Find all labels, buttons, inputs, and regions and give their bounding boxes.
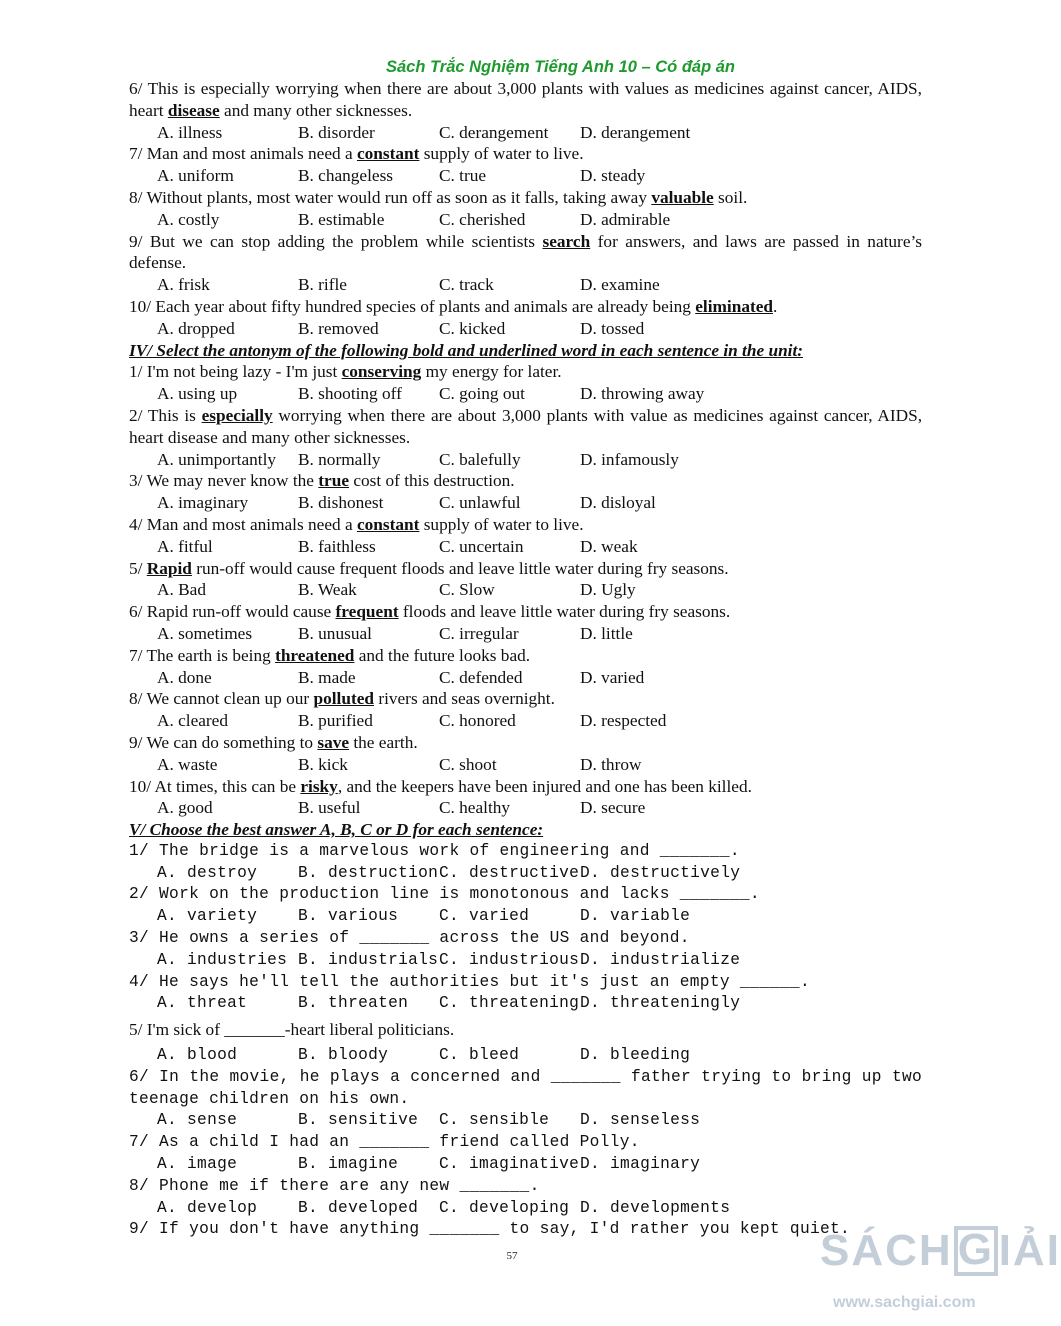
answer-option: B. kick bbox=[298, 754, 348, 774]
keyword: save bbox=[317, 732, 350, 752]
watermark-logo: SÁCH G IẢI bbox=[820, 1225, 1061, 1275]
answer-option: A. costly bbox=[157, 209, 220, 229]
answer-option: D. senseless bbox=[580, 1111, 701, 1130]
answer-option: B. changeless bbox=[298, 166, 394, 186]
answer-option: C. developing bbox=[439, 1198, 570, 1217]
answer-option: C. Slow bbox=[439, 580, 495, 600]
answer-option: A. image bbox=[157, 1155, 238, 1174]
answer-option: A. cleared bbox=[157, 711, 228, 731]
answer-option: C. uncertain bbox=[439, 536, 524, 556]
answer-option: A. Bad bbox=[157, 580, 206, 600]
answer-option: A. done bbox=[157, 667, 212, 687]
question-text-pre: 8/ Without plants, most water would run off as soon as it falls, taking away bbox=[129, 187, 652, 207]
answer-options bbox=[129, 318, 922, 340]
answer-option: A. sense bbox=[157, 1111, 238, 1130]
answer-option: D. admirable bbox=[580, 209, 671, 229]
answer-option: A. variety bbox=[157, 907, 258, 926]
answer-option: A. dropped bbox=[157, 318, 235, 338]
question-item bbox=[129, 361, 922, 405]
answer-option: D. steady bbox=[580, 166, 646, 186]
question-item bbox=[129, 972, 922, 1016]
question-text bbox=[129, 732, 922, 754]
answer-option: B. sensitive bbox=[298, 1111, 419, 1130]
question-text-pre: 6/ Rapid run-off would cause bbox=[129, 602, 336, 622]
answer-option: B. made bbox=[298, 667, 356, 687]
answer-option: C. imaginative bbox=[439, 1155, 580, 1174]
keyword: search bbox=[542, 231, 591, 251]
question-item bbox=[129, 1176, 922, 1220]
question-text bbox=[129, 470, 922, 492]
question-text-post: the earth. bbox=[349, 732, 418, 752]
answer-option: A. sometimes bbox=[157, 623, 253, 643]
question-text-pre: 2/ This is bbox=[129, 405, 202, 425]
answer-option: A. fitful bbox=[157, 536, 213, 556]
question-text bbox=[129, 78, 922, 122]
question-item bbox=[129, 841, 922, 885]
answer-option: D. destructively bbox=[580, 863, 741, 882]
answer-option: B. shooting off bbox=[298, 384, 402, 404]
answer-option: D. respected bbox=[580, 711, 667, 731]
answer-option: B. unusual bbox=[298, 623, 372, 643]
question-item bbox=[129, 470, 922, 514]
answer-option: C. shoot bbox=[439, 754, 497, 774]
answer-option: D. Ugly bbox=[580, 580, 636, 600]
answer-option: B. destruction bbox=[298, 863, 439, 882]
question-text bbox=[129, 776, 922, 798]
question-text bbox=[129, 361, 922, 383]
question-item bbox=[129, 645, 922, 689]
question-text bbox=[129, 143, 922, 165]
question-item bbox=[129, 884, 922, 928]
page-header-title: Sách Trắc Nghiệm Tiếng Anh 10 – Có đáp án bbox=[385, 58, 736, 76]
answer-option: A. develop bbox=[157, 1198, 258, 1217]
answer-options bbox=[129, 536, 922, 558]
answer-options bbox=[129, 906, 922, 928]
keyword: true bbox=[318, 471, 350, 491]
answer-option: A. good bbox=[157, 798, 213, 818]
question-text-post: rivers and seas overnight. bbox=[374, 689, 555, 709]
answer-options bbox=[129, 492, 922, 514]
keyword: constant bbox=[356, 514, 420, 534]
answer-options bbox=[129, 122, 922, 144]
answer-option: D. throw bbox=[580, 754, 642, 774]
question-text-pre: 9/ We can do something to bbox=[129, 732, 318, 752]
answer-option: D. secure bbox=[580, 798, 646, 818]
answer-option: C. kicked bbox=[439, 318, 506, 338]
keyword: threatened bbox=[275, 645, 355, 665]
question-text-post: , and the keepers have been injured and one has been killed. bbox=[337, 776, 752, 796]
answer-option: A. using up bbox=[157, 384, 238, 404]
question-text-post: and the future looks bad. bbox=[354, 645, 531, 665]
answer-option: D. developments bbox=[580, 1198, 731, 1217]
worksheet-page bbox=[129, 56, 922, 1241]
answer-option: C. going out bbox=[439, 384, 525, 404]
answer-option: B. removed bbox=[298, 318, 379, 338]
question-text bbox=[129, 514, 922, 536]
answer-option: B. faithless bbox=[298, 536, 376, 556]
question-text: 8/ Phone me if there are any new _______. bbox=[129, 1176, 540, 1195]
question-item bbox=[129, 231, 922, 296]
question-text-post: supply of water to live. bbox=[419, 144, 584, 164]
question-text: 7/ As a child I had an _______ friend called Polly. bbox=[129, 1133, 640, 1152]
question-item bbox=[129, 1219, 922, 1241]
answer-option: C. cherished bbox=[439, 209, 526, 229]
answer-option: C. track bbox=[439, 275, 494, 295]
question-item bbox=[129, 187, 922, 231]
answer-options bbox=[129, 274, 922, 296]
answer-option: D. derangement bbox=[580, 122, 691, 142]
keyword: frequent bbox=[335, 602, 399, 622]
answer-options bbox=[129, 383, 922, 405]
answer-option: B. normally bbox=[298, 449, 381, 469]
answer-option: D. varied bbox=[580, 667, 645, 687]
question-text-post: floods and leave little water during fry seasons. bbox=[398, 602, 731, 622]
question-text bbox=[129, 187, 922, 209]
question-text-pre: 7/ The earth is being bbox=[129, 645, 276, 665]
answer-options bbox=[129, 165, 922, 187]
answer-option: D. tossed bbox=[580, 318, 645, 338]
question-item bbox=[129, 1019, 922, 1067]
answer-options bbox=[129, 863, 922, 885]
question-text bbox=[129, 296, 922, 318]
answer-option: D. throwing away bbox=[580, 384, 705, 404]
question-text-post: . bbox=[773, 296, 778, 316]
answer-option: A. industries bbox=[157, 950, 288, 969]
section-iii-continued bbox=[129, 78, 922, 340]
question-text: 5/ I'm sick of _______-heart liberal politicians. bbox=[129, 1020, 455, 1040]
answer-option: B. developed bbox=[298, 1198, 419, 1217]
answer-option: B. dishonest bbox=[298, 493, 384, 513]
answer-options bbox=[129, 950, 922, 972]
answer-options bbox=[129, 1198, 922, 1220]
question-item bbox=[129, 1132, 922, 1176]
answer-option: D. imaginary bbox=[580, 1155, 701, 1174]
answer-option: B. purified bbox=[298, 711, 373, 731]
answer-options bbox=[129, 667, 922, 689]
answer-option: B. estimable bbox=[298, 209, 385, 229]
keyword: Rapid bbox=[146, 558, 192, 578]
question-text bbox=[129, 558, 922, 580]
answer-option: B. industrials bbox=[298, 950, 439, 969]
answer-options bbox=[129, 1110, 922, 1132]
question-text-pre: 4/ Man and most animals need a bbox=[129, 514, 357, 534]
watermark-url: www.sachgiai.com bbox=[833, 1294, 976, 1311]
section-iv-questions bbox=[129, 361, 922, 819]
question-text-post: cost of this destruction. bbox=[349, 471, 515, 491]
answer-option: C. unlawful bbox=[439, 493, 521, 513]
question-text: 9/ If you don't have anything _______ to say, I'd rather you kept quiet. bbox=[129, 1220, 851, 1239]
answer-option: A. illness bbox=[157, 122, 223, 142]
answer-option: B. various bbox=[298, 907, 399, 926]
keyword: especially bbox=[201, 405, 273, 425]
question-text: 4/ He says he'll tell the authorities but it's just an empty ______. bbox=[129, 972, 810, 991]
keyword: eliminated bbox=[695, 296, 773, 316]
question-item bbox=[129, 776, 922, 820]
question-text: 6/ In the movie, he plays a concerned and _______ father trying to bring up two teenage children on his own. bbox=[129, 1067, 922, 1108]
question-text-pre: 1/ I'm not being lazy - I'm just bbox=[129, 362, 342, 382]
answer-options bbox=[129, 993, 922, 1015]
answer-option: C. industrious bbox=[439, 950, 580, 969]
answer-option: C. balefully bbox=[439, 449, 521, 469]
section-v-heading: V/ Choose the best answer A, B, C or D for each sentence: bbox=[129, 820, 544, 840]
keyword: disease bbox=[167, 100, 220, 120]
question-text bbox=[129, 601, 922, 623]
question-item bbox=[129, 928, 922, 972]
question-item bbox=[129, 732, 922, 776]
answer-option: D. weak bbox=[580, 536, 638, 556]
question-item bbox=[129, 514, 922, 558]
question-text bbox=[129, 231, 922, 275]
question-text-pre: 10/ At times, this can be bbox=[129, 776, 301, 796]
answer-option: A. waste bbox=[157, 754, 218, 774]
answer-option: C. irregular bbox=[439, 623, 519, 643]
answer-option: B. bloody bbox=[298, 1046, 389, 1065]
question-text: 2/ Work on the production line is monotonous and lacks _______. bbox=[129, 885, 760, 904]
keyword: risky bbox=[300, 776, 338, 796]
question-item bbox=[129, 1067, 922, 1132]
watermark bbox=[816, 1225, 1061, 1326]
answer-options bbox=[129, 579, 922, 601]
question-text-pre: 10/ Each year about fifty hundred species of plants and animals are already being bbox=[129, 296, 696, 316]
answer-option: D. disloyal bbox=[580, 493, 656, 513]
question-text-post: for answers, and laws are passed in nature’s defense. bbox=[129, 231, 923, 273]
question-item bbox=[129, 558, 922, 602]
keyword: polluted bbox=[313, 689, 374, 709]
question-item bbox=[129, 143, 922, 187]
question-text-post: and many other sicknesses. bbox=[219, 100, 413, 120]
question-text-post: soil. bbox=[713, 187, 748, 207]
answer-options bbox=[129, 797, 922, 819]
answer-option: D. threateningly bbox=[580, 994, 741, 1013]
question-text: 3/ He owns a series of _______ across the US and beyond. bbox=[129, 929, 690, 948]
question-text bbox=[129, 645, 922, 667]
answer-option: B. threaten bbox=[298, 994, 409, 1013]
answer-option: C. sensible bbox=[439, 1111, 550, 1130]
question-text-pre: 3/ We may never know the bbox=[129, 471, 319, 491]
question-text bbox=[129, 405, 922, 449]
answer-option: B. disorder bbox=[298, 122, 375, 142]
answer-option: B. Weak bbox=[298, 580, 357, 600]
question-item bbox=[129, 296, 922, 340]
answer-options bbox=[129, 1154, 922, 1176]
answer-option: C. healthy bbox=[439, 798, 511, 818]
answer-option: C. threatening bbox=[439, 994, 580, 1013]
answer-option: A. blood bbox=[157, 1046, 238, 1065]
answer-option: D. little bbox=[580, 623, 633, 643]
answer-options bbox=[129, 449, 922, 471]
question-text-post: worrying when there are about 3,000 plants with value as medicines against cancer, AIDS, heart disease and many other sicknesses. bbox=[129, 405, 923, 447]
keyword: valuable bbox=[651, 187, 714, 207]
question-text-pre: 7/ Man and most animals need a bbox=[129, 144, 357, 164]
question-text: 1/ The bridge is a marvelous work of engineering and _______. bbox=[129, 841, 740, 860]
keyword: conserving bbox=[341, 362, 422, 382]
answer-option: A. frisk bbox=[157, 275, 210, 295]
answer-option: A. unimportantly bbox=[157, 449, 277, 469]
answer-option: D. variable bbox=[580, 907, 691, 926]
answer-options bbox=[129, 710, 922, 732]
answer-options bbox=[129, 209, 922, 231]
page-number: 57 bbox=[506, 1250, 518, 1262]
answer-option: C. true bbox=[439, 166, 487, 186]
answer-option: A. imaginary bbox=[157, 493, 249, 513]
question-text-pre: 5/ bbox=[129, 558, 147, 578]
answer-options bbox=[129, 623, 922, 645]
answer-option: B. useful bbox=[298, 798, 361, 818]
answer-option: B. imagine bbox=[298, 1155, 399, 1174]
section-iv-heading: IV/ Select the antonym of the following bold and underlined word in each sentence in the unit: bbox=[129, 340, 804, 360]
question-text-post: supply of water to live. bbox=[419, 514, 584, 534]
answer-option: D. examine bbox=[580, 275, 660, 295]
answer-option: A. uniform bbox=[157, 166, 234, 186]
answer-option: C. varied bbox=[439, 907, 530, 926]
question-text-post: run-off would cause frequent floods and leave little water during fry seasons. bbox=[191, 558, 729, 578]
question-item bbox=[129, 601, 922, 645]
section-v-questions bbox=[129, 841, 922, 1241]
question-text-post: my energy for later. bbox=[421, 362, 562, 382]
answer-option: D. bleeding bbox=[580, 1046, 691, 1065]
question-text-pre: 8/ We cannot clean up our bbox=[129, 689, 314, 709]
question-text bbox=[129, 688, 922, 710]
answer-option: C. derangement bbox=[439, 122, 549, 142]
question-text-pre: 6/ This is especially worrying when there are about 3,000 plants with values as medicines against cancer, AIDS, heart bbox=[129, 79, 922, 120]
answer-option: B. rifle bbox=[298, 275, 347, 295]
question-item bbox=[129, 78, 922, 143]
question-item bbox=[129, 688, 922, 732]
answer-option: A. destroy bbox=[157, 863, 258, 882]
answer-option: D. infamously bbox=[580, 449, 679, 469]
answer-option: C. honored bbox=[439, 711, 516, 731]
keyword: constant bbox=[356, 144, 420, 164]
answer-option: C. bleed bbox=[439, 1046, 520, 1065]
answer-options bbox=[129, 1045, 922, 1067]
answer-options bbox=[129, 754, 922, 776]
answer-option: C. defended bbox=[439, 667, 523, 687]
question-item bbox=[129, 405, 922, 470]
answer-option: D. industrialize bbox=[580, 950, 741, 969]
answer-option: C. destructive bbox=[439, 863, 580, 882]
question-text-pre: 9/ But we can stop adding the problem while scientists bbox=[129, 231, 543, 251]
answer-option: A. threat bbox=[157, 994, 248, 1013]
